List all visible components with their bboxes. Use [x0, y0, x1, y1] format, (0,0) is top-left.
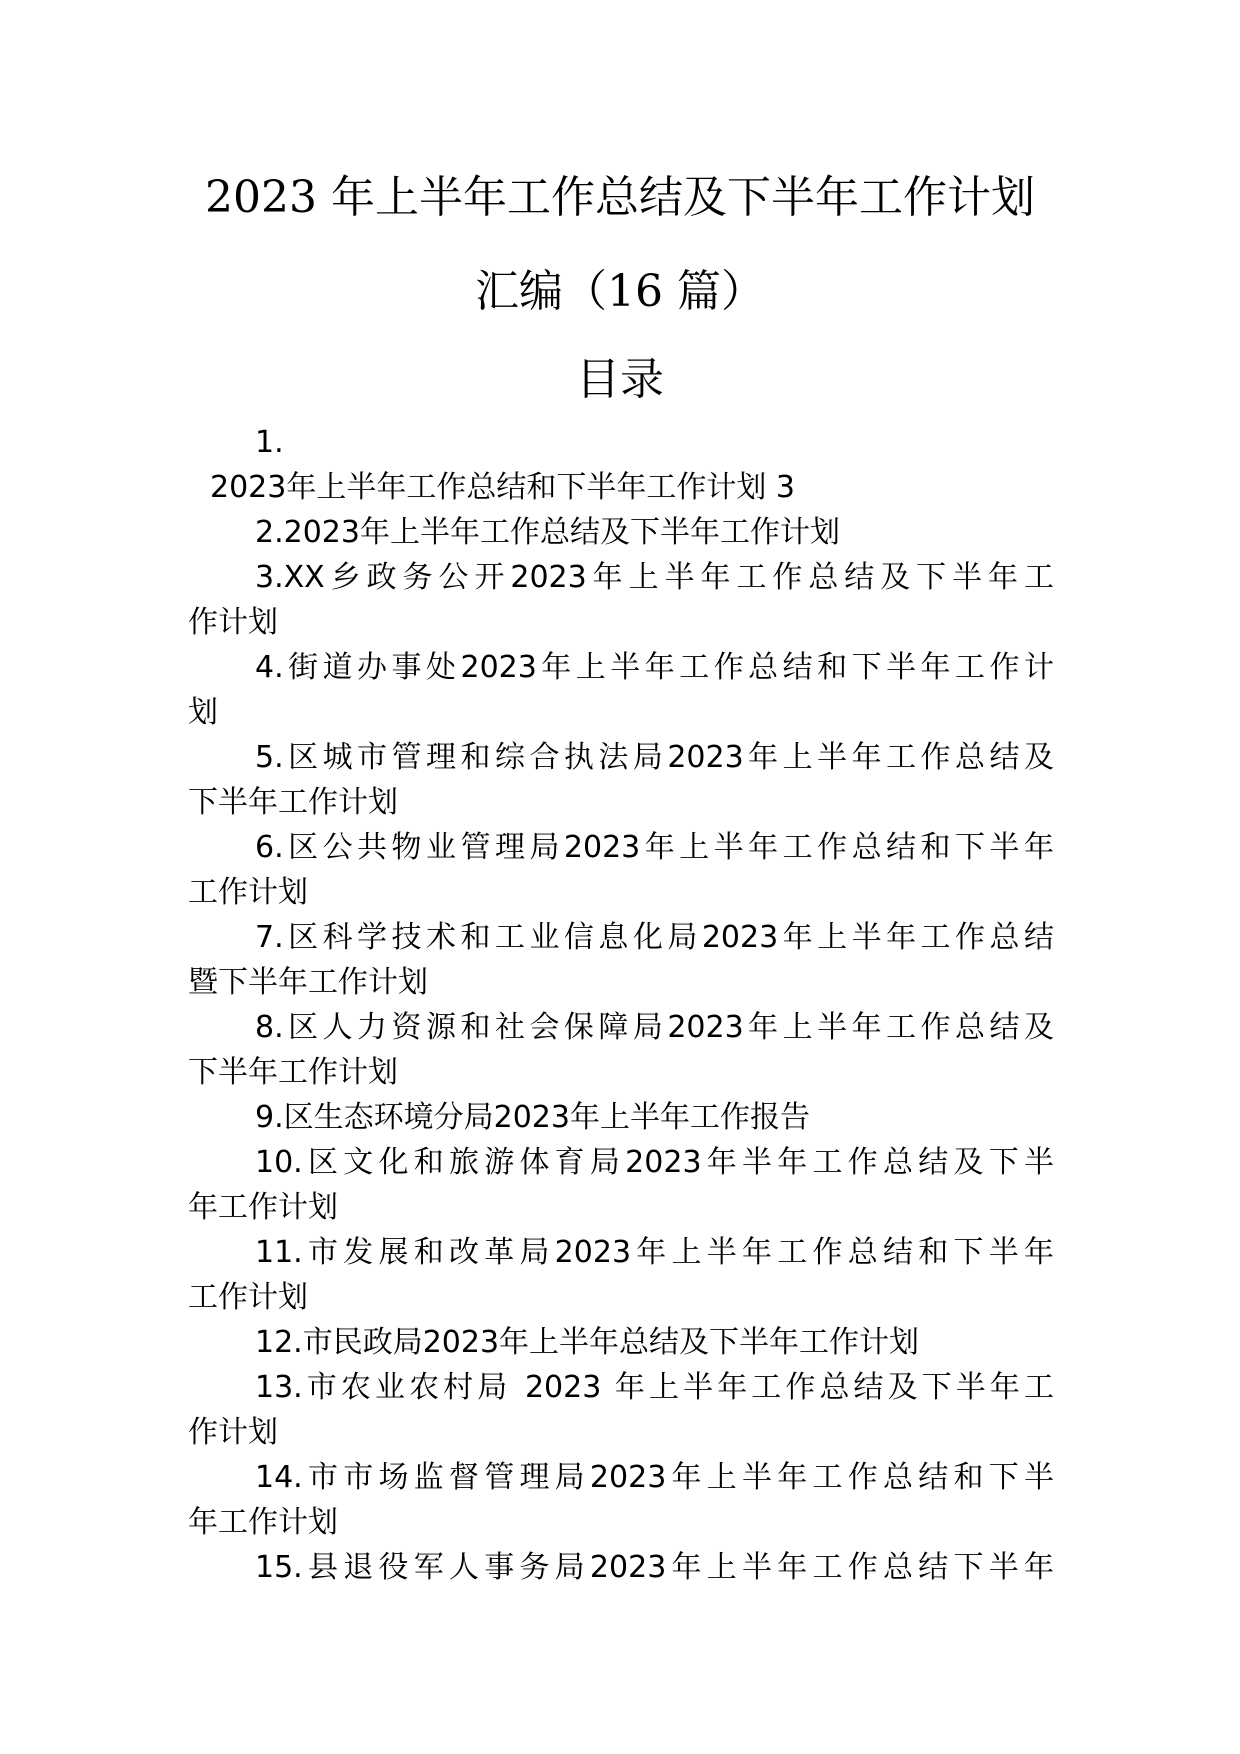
toc-item-line-2: 年工作计划 — [188, 1505, 338, 1540]
toc-item-1[interactable] — [188, 420, 1054, 510]
toc-item-line-1: 2.2023年上半年工作总结及下半年工作计划 — [255, 515, 840, 550]
toc-item-3[interactable] — [188, 555, 1054, 645]
toc-item-line-1: 1. — [255, 425, 284, 460]
toc-item-line-2: 工作计划 — [188, 875, 308, 910]
toc-item-line-1: 3.XX乡政务公开2023年上半年工作总结及下半年工 — [255, 560, 1054, 595]
toc-item-line-1: 12.市民政局2023年上半年总结及下半年工作计划 — [255, 1325, 920, 1360]
title-text: 年上半年工作总结及下半年工作计划 — [330, 172, 1035, 223]
document-title-line-1 — [0, 168, 1240, 228]
toc-item-line-1: 11.市发展和改革局2023年上半年工作总结和下半年 — [255, 1235, 1054, 1270]
toc-item-line-1: 7.区科学技术和工业信息化局2023年上半年工作总结 — [255, 920, 1054, 955]
toc-item-5[interactable] — [188, 735, 1054, 825]
toc-item-4[interactable] — [188, 645, 1054, 735]
toc-item-line-2: 工作计划 — [188, 1280, 308, 1315]
toc-item-line-2: 作计划 — [188, 1415, 278, 1450]
toc-item-12[interactable] — [188, 1320, 1054, 1365]
title-year: 2023 — [205, 172, 317, 223]
title-count: 16 — [607, 266, 663, 317]
toc-item-line-1: 15.县退役军人事务局2023年上半年工作总结下半年 — [255, 1550, 1054, 1585]
toc-item-6[interactable] — [188, 825, 1054, 915]
toc-item-11[interactable] — [188, 1230, 1054, 1320]
toc-item-10[interactable] — [188, 1140, 1054, 1230]
toc-item-8[interactable] — [188, 1005, 1054, 1095]
toc-item-2[interactable] — [188, 510, 1054, 555]
toc-item-line-2: 划 — [188, 695, 218, 730]
toc-item-line-1: 10.区文化和旅游体育局2023年半年工作总结及下半 — [255, 1145, 1054, 1180]
toc-heading: 目录 — [576, 354, 664, 405]
toc-item-15[interactable] — [188, 1545, 1054, 1590]
title-compilation-prefix: 汇编（ — [475, 266, 607, 317]
toc-item-line-1: 8.区人力资源和社会保障局2023年上半年工作总结及 — [255, 1010, 1054, 1045]
toc-item-9[interactable] — [188, 1095, 1054, 1140]
toc-item-14[interactable] — [188, 1455, 1054, 1545]
toc-item-line-2: 下半年工作计划 — [188, 1055, 398, 1090]
toc-item-line-1: 14.市市场监督管理局2023年上半年工作总结和下半 — [255, 1460, 1054, 1495]
toc-item-line-1: 6.区公共物业管理局2023年上半年工作总结和下半年 — [255, 830, 1054, 865]
toc-item-line-2: 暨下半年工作计划 — [188, 965, 428, 1000]
toc-item-line-2: 作计划 — [188, 605, 278, 640]
toc-item-line-2: 年工作计划 — [188, 1190, 338, 1225]
toc-item-line-1: 5.区城市管理和综合执法局2023年上半年工作总结及 — [255, 740, 1054, 775]
toc-item-line-1: 13.市农业农村局 2023 年上半年工作总结及下半年工 — [255, 1370, 1054, 1405]
toc-item-line-1: 4.街道办事处2023年上半年工作总结和下半年工作计 — [255, 650, 1054, 685]
toc-item-7[interactable] — [188, 915, 1054, 1005]
title-compilation-suffix: 篇） — [677, 266, 765, 317]
toc-item-13[interactable] — [188, 1365, 1054, 1455]
document-title-line-2 — [0, 262, 1240, 322]
toc-item-line-2: 下半年工作计划 — [188, 785, 398, 820]
toc-item-line-2: 2023年上半年工作总结和下半年工作计划 3 — [210, 470, 795, 505]
toc-item-line-1: 9.区生态环境分局2023年上半年工作报告 — [255, 1100, 810, 1135]
